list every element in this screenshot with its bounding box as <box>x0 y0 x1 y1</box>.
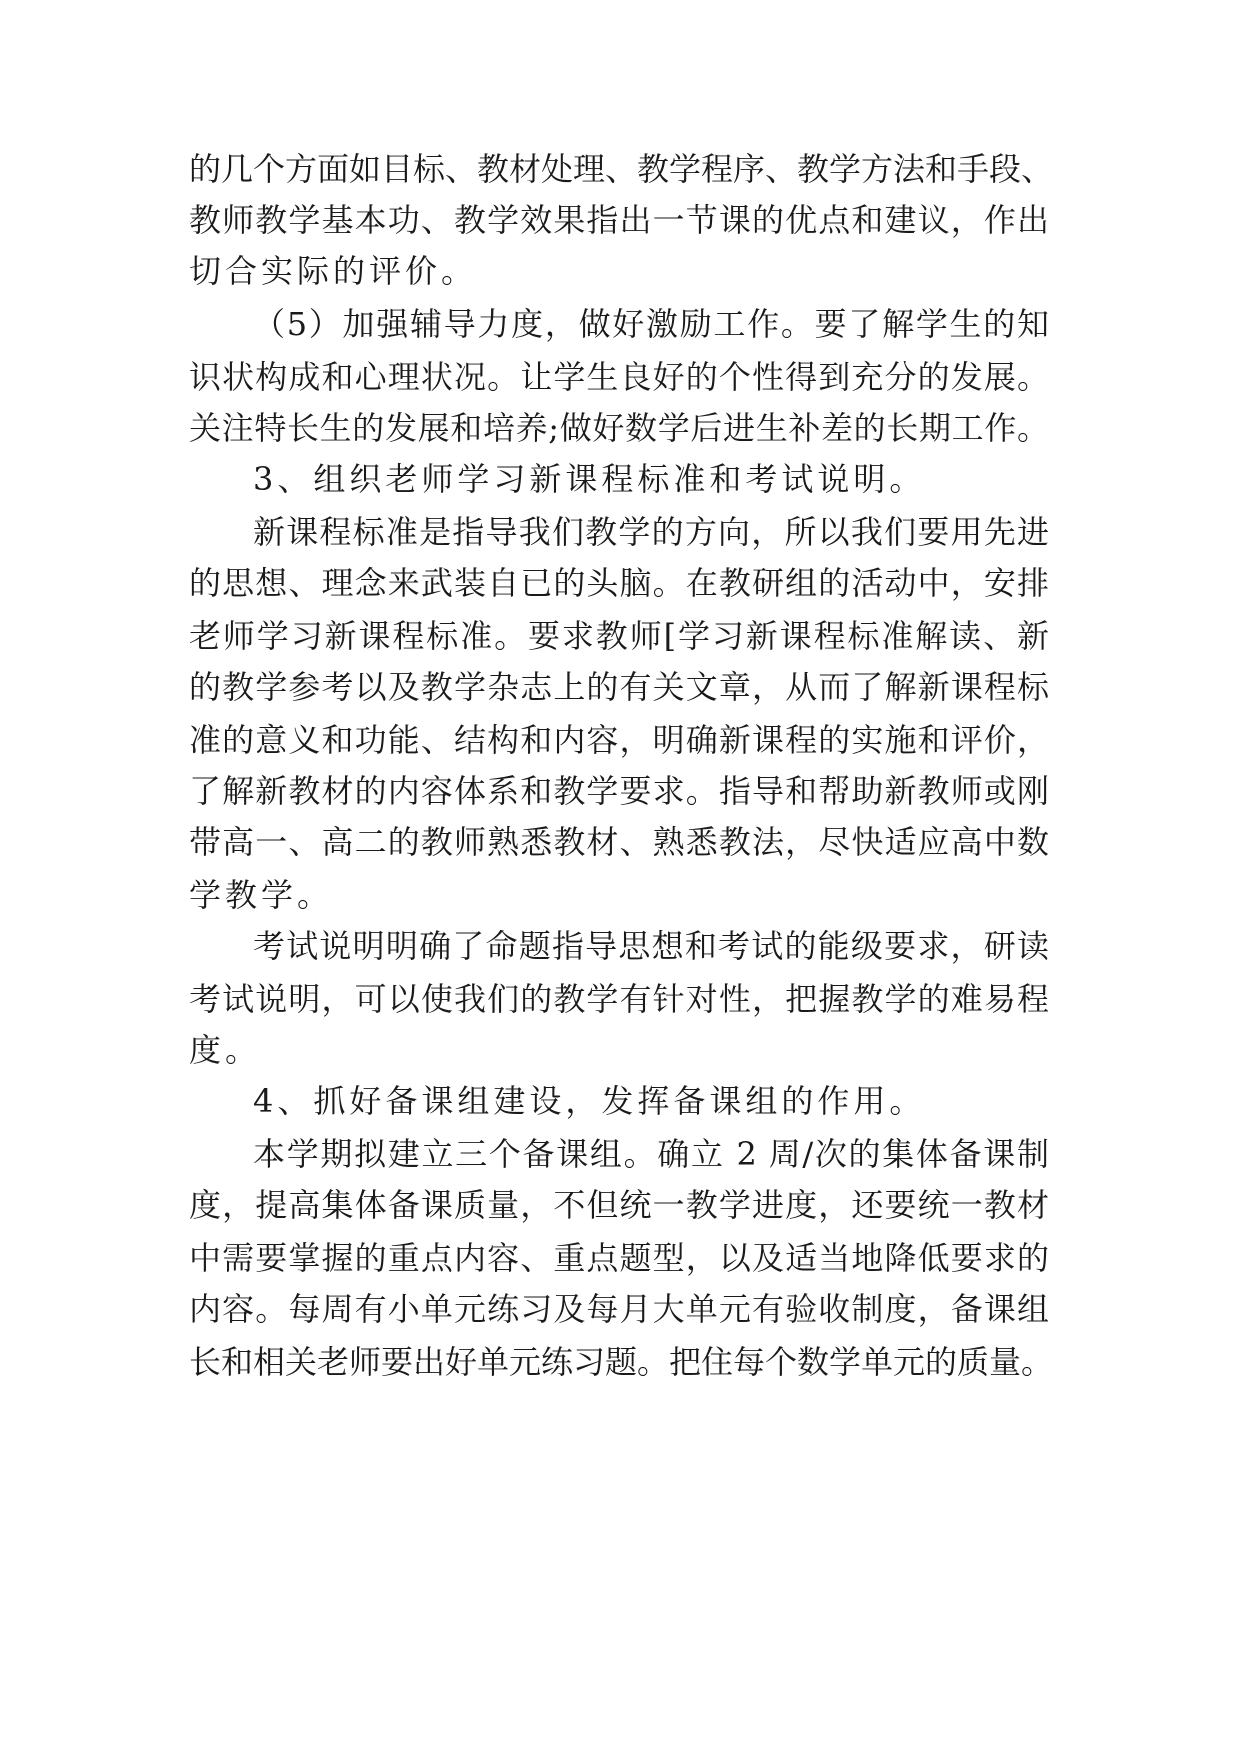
text-line: 了解新教材的内容体系和教学要求。指导和帮助新教师或刚 <box>189 772 1049 810</box>
text-line: 度，提高集体备课质量，不但统一教学进度，还要统一教材 <box>189 1186 1049 1224</box>
text-line: 准的意义和功能、结构和内容，明确新课程的实施和评价， <box>189 721 1049 759</box>
paragraph-start-line: 考试说明明确了命题指导思想和考试的能级要求，研读 <box>253 927 1049 965</box>
text-line: 识状构成和心理状况。让学生良好的个性得到充分的发展。 <box>189 358 1049 396</box>
text-line: 的教学参考以及教学杂志上的有关文章，从而了解新课程标 <box>189 668 1049 706</box>
paragraph-start-line: 本学期拟建立三个备课组。确立 2 周/次的集体备课制 <box>253 1135 1049 1173</box>
paragraph-start-line: 新课程标准是指导我们教学的方向，所以我们要用先进 <box>253 513 1049 551</box>
text-line: 考试说明，可以使我们的教学有针对性，把握教学的难易程 <box>189 980 1049 1018</box>
text-line: 教师教学基本功、教学效果指出一节课的优点和建议，作出 <box>189 201 1049 239</box>
section-heading: 4、抓好备课组建设，发挥备课组的作用。 <box>253 1082 926 1120</box>
section-heading: 3、组织老师学习新课程标准和考试说明。 <box>253 460 926 498</box>
text-line: 中需要掌握的重点内容、重点题型，以及适当地降低要求的 <box>189 1239 1049 1277</box>
text-line: 关注特长生的发展和培养;做好数学后进生补差的长期工作。 <box>189 409 1049 447</box>
text-line: 带高一、高二的教师熟悉教材、熟悉教法，尽快适应高中数 <box>189 823 1049 861</box>
text-line: 学教学。 <box>189 876 334 914</box>
text-line: 切合实际的评价。 <box>189 252 478 290</box>
text-line: 长和相关老师要出好单元练习题。把住每个数学单元的质量。 <box>189 1343 1054 1381</box>
text-line: 的思想、理念来武装自已的头脑。在教研组的活动中，安排 <box>189 564 1049 602</box>
paragraph-start-line: （5）加强辅导力度，做好激励工作。要了解学生的知 <box>253 305 1049 343</box>
text-line: 的几个方面如目标、教材处理、教学程序、教学方法和手段、 <box>189 150 1054 188</box>
text-line: 度。 <box>189 1031 262 1069</box>
text-line: 老师学习新课程标准。要求教师[学习新课程标准解读、新 <box>189 617 1049 655</box>
text-line: 内容。每周有小单元练习及每月大单元有验收制度，备课组 <box>189 1290 1049 1328</box>
